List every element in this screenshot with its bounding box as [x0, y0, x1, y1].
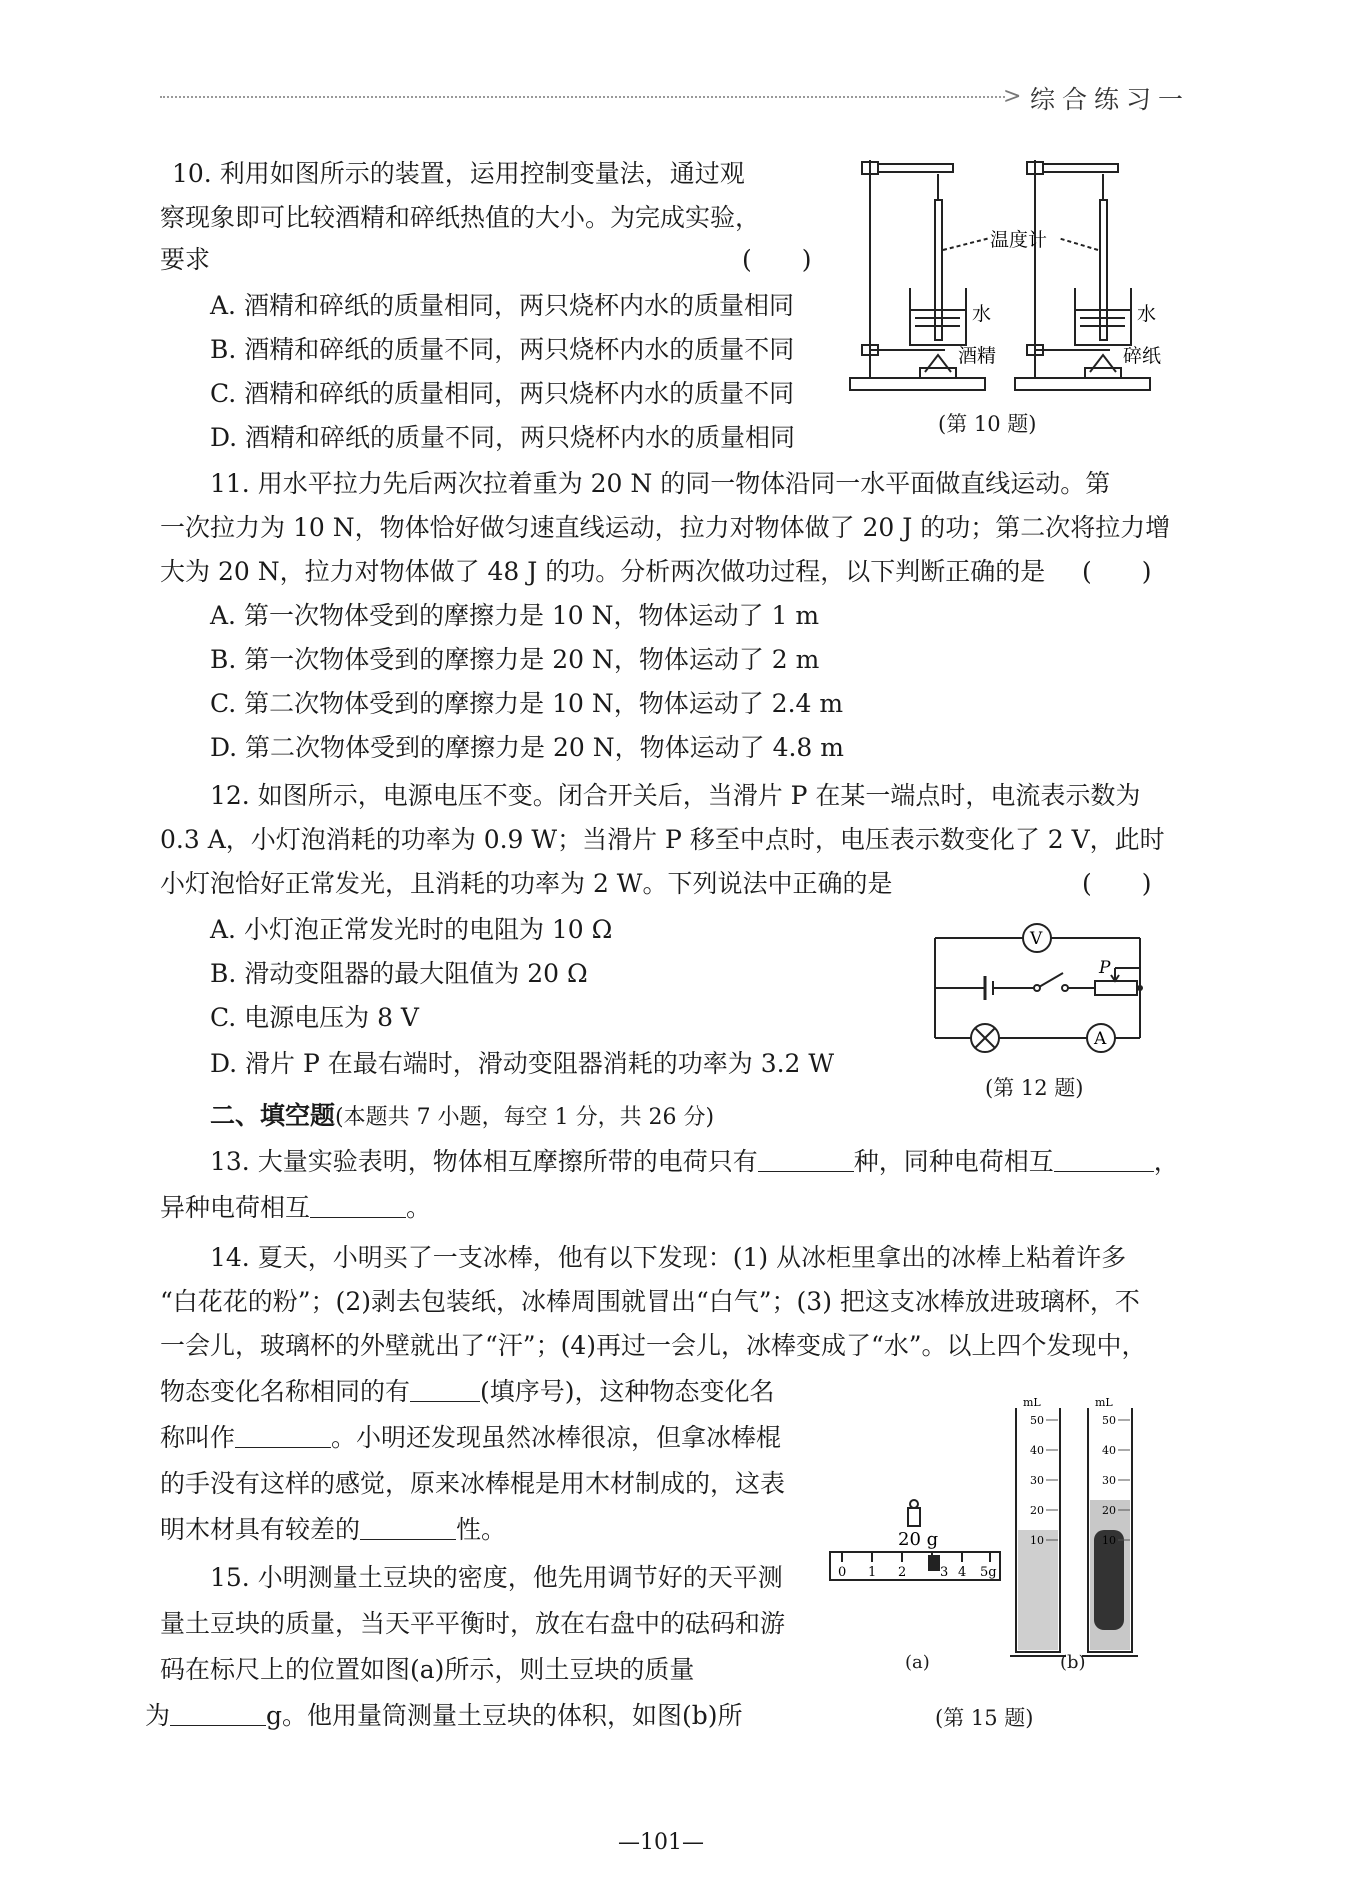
- q11-option-b: B. 第一次物体受到的摩擦力是 20 N，物体运动了 2 m: [210, 645, 820, 674]
- q11-option-d: D. 第二次物体受到的摩擦力是 20 N，物体运动了 4.8 m: [210, 733, 844, 762]
- cyl-b-tick-30: 30: [1102, 1474, 1116, 1487]
- cyl-b-tick-10: 10: [1102, 1534, 1116, 1547]
- q10-figure-caption: (第 10 题): [938, 412, 1037, 436]
- q10-line-3: 要求: [160, 245, 211, 274]
- q15-figure-label-a: (a): [905, 1652, 930, 1673]
- q10-fuel-right-label: 碎纸: [1123, 345, 1162, 367]
- header-title: 综合练习一: [1030, 85, 1191, 114]
- q10-figure: [840, 150, 1170, 440]
- q10-thermometer-label: 温度计: [990, 229, 1048, 251]
- q12-line-1: 12. 如图所示，电源电压不变。闭合开关后，当滑片 P 在某一端点时，电流表示数为: [210, 781, 1141, 810]
- q10-option-d: D. 酒精和碎纸的质量不同，两只烧杯内水的质量相同: [210, 423, 796, 452]
- q15-figure-label-b: (b): [1060, 1652, 1086, 1673]
- q15-line-2: 量土豆块的质量，当天平平衡时，放在右盘中的砝码和游: [160, 1609, 786, 1638]
- q11-option-a: A. 第一次物体受到的摩擦力是 10 N，物体运动了 1 m: [210, 601, 820, 630]
- q12-line-3: 小灯泡恰好正常发光，且消耗的功率为 2 W。下列说法中正确的是: [160, 869, 893, 898]
- q14-line-5: 称叫作 。小明还发现虽然冰棒很凉，但拿冰棒棍: [160, 1423, 782, 1452]
- weight-label: 20 g: [898, 1529, 939, 1550]
- cyl-a-tick-10: 10: [1030, 1534, 1044, 1547]
- q12-option-c: C. 电源电压为 8 V: [210, 1003, 419, 1032]
- q12-option-a: A. 小灯泡正常发光时的电阻为 10 Ω: [210, 915, 613, 944]
- q12-figure-caption: (第 12 题): [985, 1076, 1084, 1100]
- q14-blank-2[interactable]: [235, 1423, 331, 1448]
- q13-blank-1[interactable]: [758, 1147, 854, 1172]
- q13-line-2: 异种电荷相互 。: [160, 1193, 432, 1222]
- q13-blank-3[interactable]: [310, 1193, 406, 1218]
- q14-line-3: 一会儿，玻璃杯的外壁就出了“汗”；(4)再过一会儿，冰棒变成了“水”。以上四个发现中，: [160, 1331, 1147, 1360]
- cyl-a-tick-40: 40: [1030, 1444, 1044, 1457]
- q11-answer-bracket: ( ): [1082, 557, 1152, 586]
- scale-tick-5: 5g: [980, 1565, 997, 1580]
- q13-blank-2[interactable]: [1054, 1147, 1154, 1172]
- q10-line-2: 察现象即可比较酒精和碎纸热值的大小。为完成实验，: [160, 203, 761, 232]
- cyl-a-tick-50: 50: [1030, 1414, 1044, 1427]
- q15-line-1: 15. 小明测量土豆块的密度，他先用调节好的天平测: [210, 1563, 783, 1592]
- cylinder-a-unit: mL: [1023, 1396, 1041, 1409]
- q14-line-2: “白花花的粉”；(2)剥去包装纸，冰棒周围就冒出“白气”；(3) 把这支冰棒放进玻璃杯，不: [160, 1287, 1140, 1316]
- q11-line-2: 一次拉力为 10 N，物体恰好做匀速直线运动，拉力对物体做了 20 J 的功；第二次将拉力增: [160, 513, 1171, 542]
- q12-option-d: D. 滑片 P 在最右端时，滑动变阻器消耗的功率为 3.2 W: [210, 1049, 835, 1078]
- q14-blank-1[interactable]: [410, 1377, 480, 1402]
- scale-tick-4: 4: [958, 1565, 967, 1580]
- cyl-a-tick-20: 20: [1030, 1504, 1044, 1517]
- q10-line-1: 10. 利用如图所示的装置，运用控制变量法，通过观: [172, 159, 745, 188]
- q15-line-3: 码在标尺上的位置如图(a)所示，则土豆块的质量: [160, 1655, 695, 1684]
- ammeter-symbol: A: [1094, 1029, 1107, 1049]
- scale-tick-2: 2: [898, 1565, 907, 1580]
- slider-p-label: P: [1099, 958, 1111, 978]
- scale-tick-1: 1: [868, 1565, 877, 1580]
- q12-answer-bracket: ( ): [1082, 869, 1152, 898]
- q11-option-c: C. 第二次物体受到的摩擦力是 10 N，物体运动了 2.4 m: [210, 689, 844, 718]
- q14-line-7: 明木材具有较差的 性。: [160, 1515, 507, 1544]
- scale-tick-3: 3: [940, 1565, 949, 1580]
- cylinder-b-unit: mL: [1095, 1396, 1113, 1409]
- cyl-b-tick-50: 50: [1102, 1414, 1116, 1427]
- q12-circuit-figure: [925, 918, 1155, 1058]
- q10-option-c: C. 酒精和碎纸的质量相同，两只烧杯内水的质量不同: [210, 379, 795, 408]
- q10-water-left-label: 水: [972, 303, 992, 325]
- q10-option-a: A. 酒精和碎纸的质量相同，两只烧杯内水的质量相同: [210, 291, 794, 320]
- q15-figure: [820, 1390, 1170, 1670]
- q15-blank-1[interactable]: [170, 1701, 266, 1726]
- q11-line-3: 大为 20 N，拉力对物体做了 48 J 的功。分析两次做功过程，以下判断正确的是: [160, 557, 1046, 586]
- cyl-a-tick-30: 30: [1030, 1474, 1044, 1487]
- q10-water-right-label: 水: [1137, 303, 1157, 325]
- section-2-heading: 二、填空题(本题共 7 小题，每空 1 分，共 26 分): [210, 1101, 715, 1130]
- q11-line-1: 11. 用水平拉力先后两次拉着重为 20 N 的同一物体沿同一水平面做直线运动。第: [210, 469, 1111, 498]
- scale-tick-0: 0: [838, 1565, 847, 1580]
- cyl-b-tick-40: 40: [1102, 1444, 1116, 1457]
- q12-option-b: B. 滑动变阻器的最大阻值为 20 Ω: [210, 959, 588, 988]
- q14-blank-3[interactable]: [360, 1515, 456, 1540]
- header-dotted-rule: [160, 96, 1005, 98]
- header-arrow-icon: >: [1003, 84, 1022, 109]
- q12-line-2: 0.3 A，小灯泡消耗的功率为 0.9 W；当滑片 P 移至中点时，电压表示数变化了 2 V，此时: [160, 825, 1165, 854]
- q15-line-4: 为 g。他用量筒测量土豆块的体积，如图(b)所: [145, 1701, 743, 1730]
- page-number: —101—: [618, 1830, 704, 1855]
- q14-line-4: 物态变化名称相同的有 (填序号)，这种物态变化名: [160, 1377, 775, 1406]
- q15-figure-caption: (第 15 题): [935, 1706, 1034, 1730]
- q13-line-1: 13. 大量实验表明，物体相互摩擦所带的电荷只有 种，同种电荷相互 ，: [210, 1147, 1179, 1176]
- q14-line-1: 14. 夏天，小明买了一支冰棒，他有以下发现：(1) 从冰柜里拿出的冰棒上粘着许多: [210, 1243, 1127, 1272]
- q10-option-b: B. 酒精和碎纸的质量不同，两只烧杯内水的质量不同: [210, 335, 795, 364]
- q14-line-6: 的手没有这样的感觉，原来冰棒棍是用木材制成的，这表: [160, 1469, 786, 1498]
- q10-answer-bracket: ( ): [742, 245, 812, 274]
- voltmeter-symbol: V: [1030, 929, 1043, 949]
- cyl-b-tick-20: 20: [1102, 1504, 1116, 1517]
- q10-fuel-left-label: 酒精: [958, 345, 997, 367]
